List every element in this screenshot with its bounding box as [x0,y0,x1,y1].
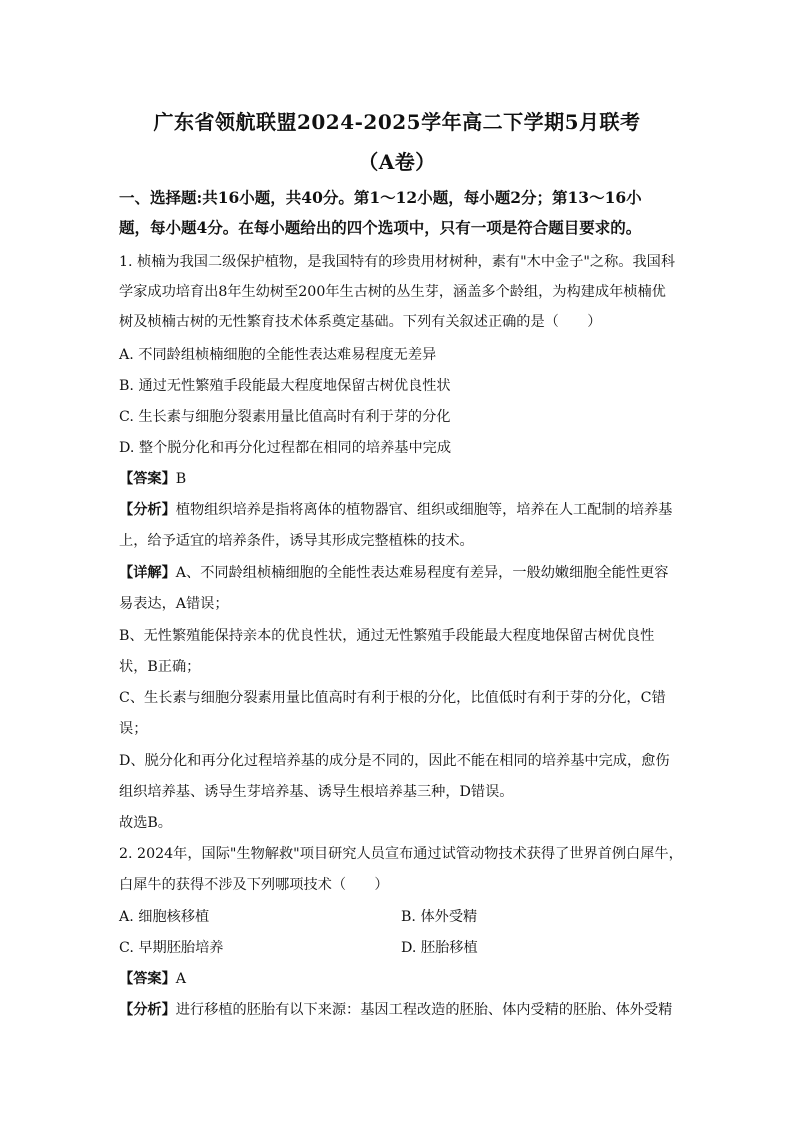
q2-stem-line-2: 白犀牛的获得不涉及下列哪项技术（ ） [119,877,389,893]
q1-analysis-line-2: 上，给予适宜的培养条件，诱导其形成完整植株的技术。 [119,533,474,549]
q1-answer [119,468,679,488]
q2-option-b: B. 体外受精 [401,909,478,925]
q1-detail-line-3: B、无性繁殖能保持亲本的优良性状，通过无性繁殖手段能最大程度地保留古树优良性 [119,628,655,644]
answer-value: B [175,471,187,487]
detail-tag: 【详解】 [119,565,176,581]
q1-detail-line-7: D、脱分化和再分化过程培养基的成分是不同的，因此不能在相同的培养基中完成，愈伤 [119,753,670,769]
q2-answer [119,968,679,988]
q1-detail-line-4: 状，B正确； [119,659,201,675]
answer-value: A [175,971,187,987]
q2-stem-line-1: 2. 2024年，国际"生物解救"项目研究人员宣布通过试管动物技术获得了世界首例白犀牛， [119,846,683,862]
answer-tag: 【答案】 [119,471,176,487]
q1-option-c: C. 生长素与细胞分裂素用量比值高时有利于芽的分化 [119,409,451,425]
q1-stem-line-1: 1. 桢楠为我国二级保护植物，是我国特有的珍贵用材树种，素有"木中金子"之称。我国科 [119,254,676,270]
page-subtitle: （A卷） [358,150,436,174]
q1-detail-line-5: C、生长素与细胞分裂素用量比值高时有利于根的分化，比值低时有利于芽的分化，C错 [119,690,666,706]
q2-options-row-1 [119,906,679,926]
q2-option-d: D. 胚胎移植 [401,940,478,956]
analysis-text: 进行移植的胚胎有以下来源：基因工程改造的胚胎、体内受精的胚胎、体外受精 [175,1002,673,1018]
q1-analysis-line-1 [119,499,679,519]
q1-option-d: D. 整个脱分化和再分化过程都在相同的培养基中完成 [119,440,452,456]
q2-analysis-line-1 [119,999,679,1019]
analysis-tag: 【分析】 [119,1002,176,1018]
q1-detail-line-8: 组织培养基、诱导生芽培养基、诱导生根培养基三种，D错误。 [119,784,514,800]
q2-option-c: C. 早期胚胎培养 [119,940,224,956]
answer-tag: 【答案】 [119,971,176,987]
q2-options-row-2 [119,937,679,957]
section-heading-line-2: 题，每小题4分。在每小题给出的四个选项中，只有一项是符合题目要求的。 [119,218,642,237]
q1-detail-line-6: 误； [119,721,148,737]
q1-option-b: B. 通过无性繁殖手段能最大程度地保留古树优良性状 [119,378,451,394]
analysis-text: 植物组织培养是指将离体的植物器官、组织或细胞等，培养在人工配制的培养基 [175,502,673,518]
section-heading-line-1: 一、选择题:共16小题，共40分。第1～12小题，每小题2分；第13～16小 [119,188,642,207]
analysis-tag: 【分析】 [119,502,176,518]
detail-text: A、不同龄组桢楠细胞的全能性表达难易程度有差异，一般幼嫩细胞全能性更容 [175,565,669,581]
q1-option-a: A. 不同龄组桢楠细胞的全能性表达难易程度无差异 [119,347,437,363]
q2-option-a: A. 细胞核移植 [119,909,210,925]
page-title: 广东省领航联盟2024-2025学年高二下学期5月联考 [153,110,641,134]
q1-detail-line-1 [119,562,679,582]
q1-detail-line-2: 易表达，A错误； [119,596,229,612]
q1-stem-line-3: 树及桢楠古树的无性繁育技术体系奠定基础。下列有关叙述正确的是（ ） [119,314,602,330]
q1-stem-line-2: 学家成功培育出8年生幼树至200年生古树的丛生芽，涵盖多个龄组，为构建成年桢楠优 [119,284,666,300]
q1-detail-line-9: 故选B。 [119,815,172,831]
